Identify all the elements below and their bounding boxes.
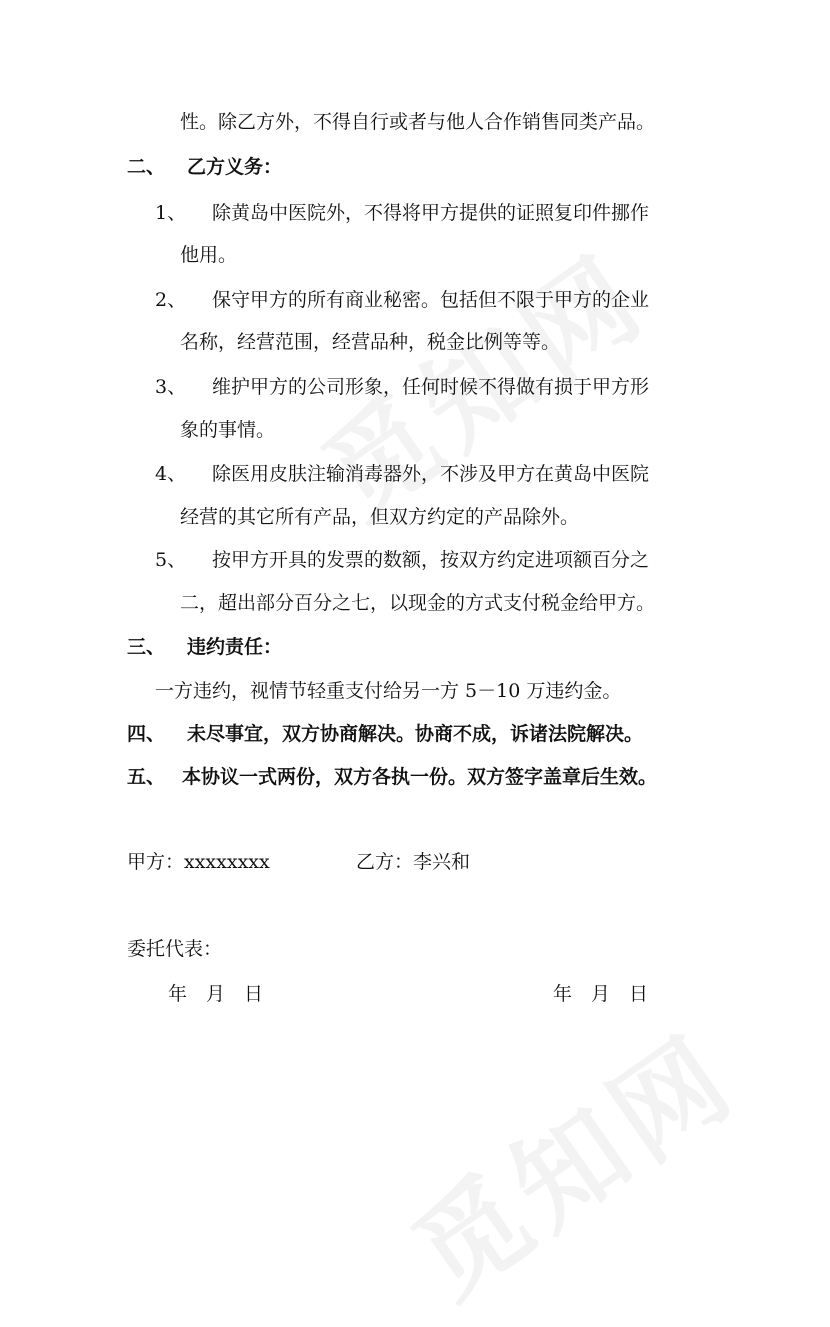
item-1-line-2: 他用。 <box>180 244 238 266</box>
item-2-number: 2、 <box>155 289 187 311</box>
line-continued: 性。除乙方外，不得自行或者与他人合作销售同类产品。 <box>180 111 656 133</box>
section-4-number: 四、 <box>127 723 166 745</box>
item-3-line-1: 维护甲方的公司形象，任何时候不得做有损于甲方形 <box>212 376 650 398</box>
section-5-body: 本协议一式两份，双方各执一份。双方签字盖章后生效。 <box>182 766 658 788</box>
item-2-line-2: 名称，经营范围，经营品种，税金比例等等。 <box>180 331 561 353</box>
item-5-line-1: 按甲方开具的发票的数额，按双方约定进项额百分之 <box>212 549 650 571</box>
item-5-number: 5、 <box>155 549 187 571</box>
item-4-line-2: 经营的其它所有产品，但双方约定的产品除外。 <box>180 506 580 528</box>
item-1-line-1: 除黄岛中医院外，不得将甲方提供的证照复印件挪作 <box>212 202 650 224</box>
section-3-title: 违约责任： <box>187 636 283 658</box>
section-5-number: 五、 <box>127 766 166 788</box>
section-3-number: 三、 <box>127 636 166 658</box>
item-4-number: 4、 <box>155 463 187 485</box>
section-2-title: 乙方义务： <box>187 156 283 178</box>
item-3-line-2: 象的事情。 <box>180 419 276 441</box>
party-b-signature: 乙方：李兴和 <box>356 851 471 873</box>
date-left: 年 月 日 <box>168 983 264 1005</box>
item-2-line-1: 保守甲方的所有商业秘密。包括但不限于甲方的企业 <box>212 289 650 311</box>
item-5-line-2: 二，超出部分百分之七，以现金的方式支付税金给甲方。 <box>180 592 656 614</box>
item-4-line-1: 除医用皮肤注输消毒器外，不涉及甲方在黄岛中医院 <box>212 463 650 485</box>
section-4-body: 未尽事宜，双方协商解决。协商不成，诉诸法院解决。 <box>187 723 644 745</box>
item-3-number: 3、 <box>155 376 187 398</box>
party-a-signature: 甲方：xxxxxxxx <box>127 851 270 873</box>
section-2-number: 二、 <box>127 156 166 178</box>
date-right: 年 月 日 <box>553 983 649 1005</box>
delegate-label: 委托代表： <box>127 938 223 960</box>
section-3-body: 一方违约，视情节轻重支付给另一方 5－10 万违约金。 <box>155 680 622 702</box>
item-1-number: 1、 <box>155 202 187 224</box>
watermark-bottom <box>377 991 763 1327</box>
